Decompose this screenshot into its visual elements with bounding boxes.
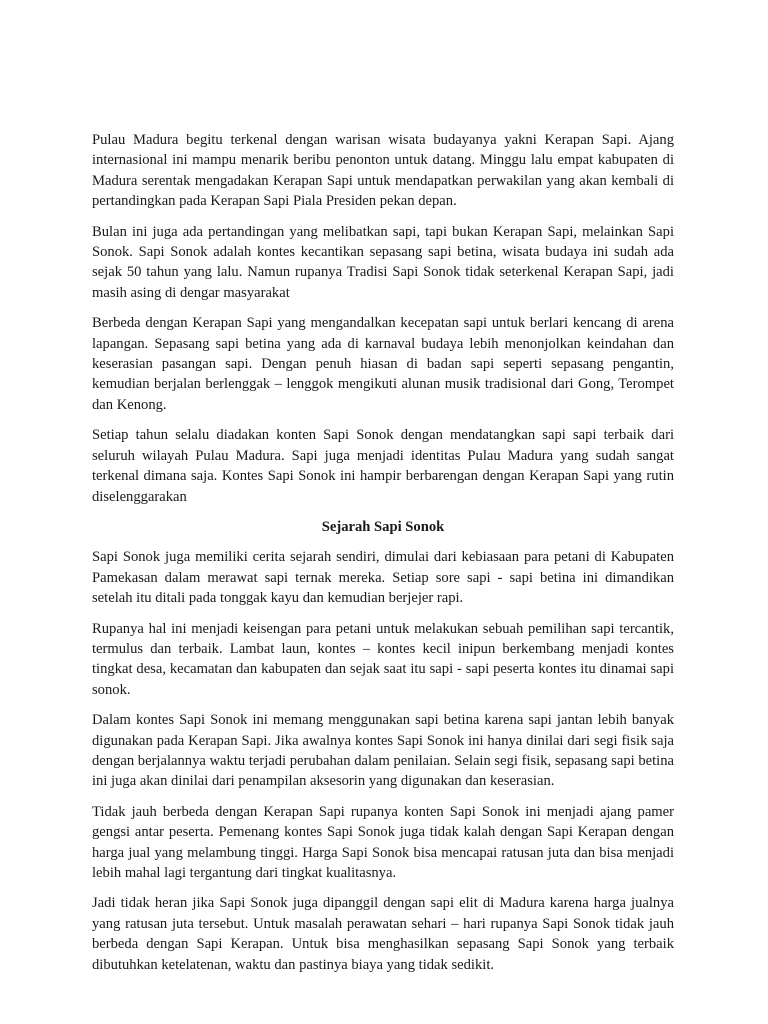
paragraph-section-5: Jadi tidak heran jika Sapi Sonok juga dipanggil dengan sapi elit di Madura karena harga jualnya yang ratusan juta tersebut. Untuk masalah perawatan sehari – hari rupanya Sapi Sonok tidak jauh berbeda dengan Sapi Kerapan. Untuk bisa menghasilkan sepasang Sapi Sonok yang terbaik dibutuhkan ketelatenan, waktu dan pastinya biaya yang tidak sedikit. (92, 895, 674, 973)
paragraph-section-4: Tidak jauh berbeda dengan Kerapan Sapi rupanya konten Sapi Sonok ini menjadi ajang pamer gengsi antar peserta. Pemenang kontes Sapi Sonok juga tidak kalah dengan Sapi Kerapan dengan harga jual yang melambung tinggi. Harga Sapi Sonok bisa mencapai ratusan juta dan bisa menjadi lebih mahal lagi tergantung dari tingkat kualitasnya. (92, 803, 674, 881)
paragraph-intro-1: Pulau Madura begitu terkenal dengan warisan wisata budayanya yakni Kerapan Sapi. Ajang internasional ini mampu menarik beribu penonton untuk datang. Minggu lalu empat kabupaten di Madura serentak mengadakan Kerapan Sapi untuk mendapatkan perwakilan yang akan kembali di pertandingkan pada Kerapan Sapi Piala Presiden pekan depan. (92, 132, 674, 210)
paragraph-section-3: Dalam kontes Sapi Sonok ini memang menggunakan sapi betina karena sapi jantan lebih banyak digunakan pada Kerapan Sapi. Jika awalnya kontes Sapi Sonok ini hanya dinilai dari segi fisik saja dengan berjalannya waktu terjadi perubahan dalam penilaian. Selain segi fisik, sepasang sapi betina ini juga akan dinilai dari penampilan aksesorin yang digunakan dan keserasian. (92, 712, 674, 790)
section-heading: Sejarah Sapi Sonok (321, 518, 445, 535)
paragraph-intro-4: Setiap tahun selalu diadakan konten Sapi Sonok dengan mendatangkan sapi sapi terbaik dari seluruh wilayah Pulau Madura. Sapi juga menjadi identitas Pulau Madura yang sudah sangat terkenal dimana saja. Kontes Sapi Sonok ini hampir berbarengan dengan Kerapan Sapi yang rutin diselenggarakan (92, 427, 674, 505)
paragraph-intro-3: Berbeda dengan Kerapan Sapi yang mengandalkan kecepatan sapi untuk berlari kencang di arena lapangan. Sepasang sapi betina yang ada di karnaval budaya lebih menonjolkan keindahan dan keserasian pasangan sapi. Dengan penuh hiasan di badan sapi seperti sepasang pengantin, kemudian berjalan berlenggak – lenggok mengikuti alunan musik tradisional dari Gong, Terompet dan Kenong. (92, 315, 674, 413)
paragraph-intro-2: Bulan ini juga ada pertandingan yang melibatkan sapi, tapi bukan Kerapan Sapi, melainkan Sapi Sonok. Sapi Sonok adalah kontes kecantikan sepasang sapi betina, wisata budaya ini sudah ada sejak 50 tahun yang lalu. Namun rupanya Tradisi Sapi Sonok tidak seterkenal Kerapan Sapi, jadi masih asing di dengar masyarakat (92, 223, 674, 301)
paragraph-section-1: Sapi Sonok juga memiliki cerita sejarah sendiri, dimulai dari kebiasaan para petani di Kabupaten Pamekasan dalam merawat sapi ternak mereka. Setiap sore sapi - sapi betina ini dimandikan setelah itu ditali pada tonggak kayu dan kemudian berjejer rapi. (92, 549, 674, 607)
document-page (92, 130, 674, 985)
paragraph-section-2: Rupanya hal ini menjadi keisengan para petani untuk melakukan sebuah pemilihan sapi tercantik, termulus dan terbaik. Lambat laun, kontes – kontes kecil inipun berkembang menjadi kontes tingkat desa, kecamatan dan kabupaten dan sejak saat itu sapi - sapi peserta kontes itu dinamai sapi sonok. (92, 620, 674, 698)
